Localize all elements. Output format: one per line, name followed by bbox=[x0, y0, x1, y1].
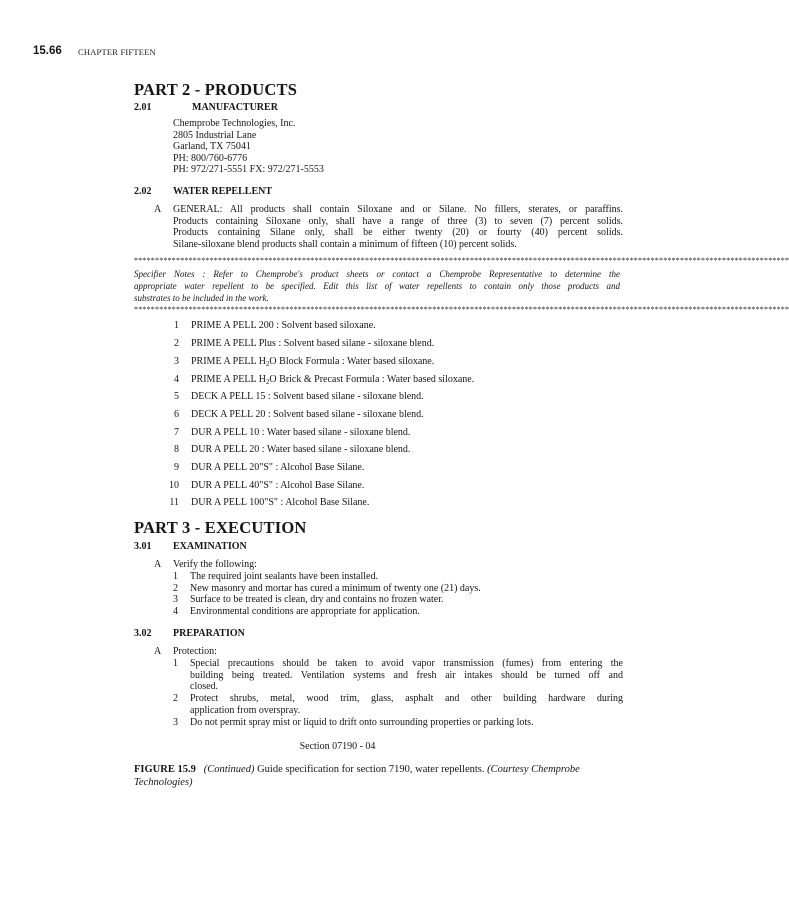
prep-item-number: 1 bbox=[173, 658, 178, 669]
prep-item-3: Do not permit spray mist or liquid to drift onto surrounding properties or parking lots. bbox=[190, 717, 534, 728]
part2-heading: PART 2 - PRODUCTS bbox=[134, 80, 298, 99]
product-name: PRIME A PELL H bbox=[191, 356, 266, 367]
address-line: PH: 800/760-6776 bbox=[173, 152, 248, 164]
product-item bbox=[191, 391, 424, 402]
section-201-number: 2.01 bbox=[134, 102, 152, 113]
product-desc: : Alcohol Base Silane. bbox=[272, 480, 365, 491]
note-line: substrates to be included in the work. bbox=[134, 293, 269, 303]
prep-line: building being treated. Ventilation systems and fresh air intakes should be turned off and bbox=[190, 669, 623, 681]
product-item bbox=[191, 320, 376, 331]
product-number: 7 bbox=[174, 427, 179, 438]
prep-line: application from overspray. bbox=[190, 704, 301, 716]
product-item bbox=[191, 462, 364, 473]
product-desc: : Solvent based silane - siloxane blend. bbox=[275, 338, 435, 349]
list-item bbox=[173, 571, 481, 583]
list-number: 3 bbox=[173, 594, 178, 606]
item-letter-a: A bbox=[154, 204, 162, 215]
product-number: 8 bbox=[174, 444, 179, 455]
general-line: Products containing Siloxane only, shall have a range of three (3) to seven (7) percent solids. bbox=[173, 215, 623, 227]
product-number: 2 bbox=[174, 338, 179, 349]
note-line: appropriate water repellent to be specified. Edit this list of water repellents to contain only those products and bbox=[134, 281, 620, 291]
address-line: 2805 Industrial Lane bbox=[173, 129, 257, 141]
section-202-number: 2.02 bbox=[134, 186, 152, 197]
product-number: 4 bbox=[174, 374, 179, 385]
figure-caption bbox=[134, 763, 624, 789]
specifier-notes bbox=[134, 268, 620, 304]
product-number: 9 bbox=[174, 462, 179, 473]
section-302-number: 3.02 bbox=[134, 628, 152, 639]
list-text: Surface to be treated is clean, dry and contains no frozen water. bbox=[190, 594, 444, 606]
list-text: New masonry and mortar has cured a minimum of twenty one (21) days. bbox=[190, 582, 481, 594]
product-name: PRIME A PELL H bbox=[191, 374, 266, 385]
section-footer: Section 07190 - 04 bbox=[299, 741, 376, 752]
list-item bbox=[173, 594, 481, 606]
product-name: DUR A PELL 10 bbox=[191, 427, 260, 438]
caption-text: Guide specification for section 7190, water repellents. bbox=[254, 764, 488, 775]
preparation-intro: Protection: bbox=[173, 646, 217, 657]
product-name: DUR A PELL 20"S" bbox=[191, 462, 273, 473]
list-number: 2 bbox=[173, 582, 178, 594]
product-name: DECK A PELL 15 bbox=[191, 391, 266, 402]
product-desc: : Alcohol Base Silane. bbox=[277, 497, 370, 508]
general-line: Silane-siloxane blend products shall contain a minimum of fifteen (10) percent solids. bbox=[173, 238, 517, 250]
product-desc: : Water based silane - siloxane blend. bbox=[259, 427, 411, 438]
prep-line: Special precautions should be taken to avoid vapor transmission (fumes) from entering the bbox=[190, 658, 623, 669]
section-201-title: MANUFACTURER bbox=[192, 102, 278, 113]
general-paragraph bbox=[173, 204, 623, 250]
product-number: 11 bbox=[169, 497, 179, 508]
prep-item-2 bbox=[190, 693, 623, 716]
product-name: DUR A PELL 100"S" bbox=[191, 497, 278, 508]
product-item bbox=[191, 497, 369, 508]
examination-intro: Verify the following: bbox=[173, 559, 257, 570]
list-text: The required joint sealants have been installed. bbox=[190, 571, 378, 582]
product-desc: : Water based siloxane. bbox=[339, 356, 435, 367]
list-number: 4 bbox=[173, 605, 178, 617]
product-desc: : Solvent based silane - siloxane blend. bbox=[265, 409, 424, 420]
list-number: 1 bbox=[173, 571, 178, 582]
prep-item-1 bbox=[190, 658, 623, 693]
figure-label: FIGURE 15.9 bbox=[134, 764, 196, 775]
manufacturer-address bbox=[173, 118, 324, 176]
product-number: 1 bbox=[174, 320, 179, 331]
product-number: 3 bbox=[174, 356, 179, 367]
general-line: GENERAL: All products shall contain Siloxane and or Silane. No fillers, sterates, or paraffins. bbox=[173, 204, 623, 215]
product-desc: : Solvent based silane - siloxane blend. bbox=[265, 391, 424, 402]
prep-line: Protect shrubs, metal, wood trim, glass, asphalt and other building hardware during bbox=[190, 693, 623, 704]
list-text: Environmental conditions are appropriate for application. bbox=[190, 605, 420, 617]
asterisk-divider-top: ************************************************************************************************************************************************************ bbox=[134, 256, 789, 265]
product-name: DUR A PELL 20 bbox=[191, 444, 260, 455]
product-item bbox=[191, 338, 434, 349]
product-number: 10 bbox=[169, 480, 179, 491]
product-number: 6 bbox=[174, 409, 179, 420]
product-name-subscript: 2 bbox=[265, 378, 270, 386]
item-letter-a: A bbox=[154, 646, 162, 657]
section-301-number: 3.01 bbox=[134, 541, 152, 552]
section-301-title: EXAMINATION bbox=[173, 541, 247, 552]
product-name: DECK A PELL 20 bbox=[191, 409, 266, 420]
asterisk-divider-bottom: ************************************************************************************************************************************************************ bbox=[134, 305, 789, 314]
product-name: O Brick & Precast Formula bbox=[269, 374, 380, 385]
product-name: O Block Formula bbox=[269, 356, 340, 367]
note-line: Specifier Notes : Refer to Chemprobe's product sheets or contact a Chemprobe Representative to determine the bbox=[134, 269, 620, 279]
page-number: 15.66 bbox=[33, 45, 62, 57]
address-line: Chemprobe Technologies, Inc. bbox=[173, 118, 296, 129]
chapter-title: CHAPTER FIFTEEN bbox=[78, 47, 156, 57]
product-number: 5 bbox=[174, 391, 179, 402]
product-item bbox=[191, 356, 434, 368]
prep-line: closed. bbox=[190, 681, 219, 693]
product-item bbox=[191, 427, 410, 438]
address-line: Garland, TX 75041 bbox=[173, 141, 251, 153]
product-desc: : Water based silane - siloxane blend. bbox=[259, 444, 411, 455]
product-item bbox=[191, 374, 474, 386]
address-line: PH: 972/271-5551 FX: 972/271-5553 bbox=[173, 164, 324, 176]
product-item bbox=[191, 444, 410, 455]
product-desc: : Water based siloxane. bbox=[379, 374, 475, 385]
product-name-subscript: 2 bbox=[265, 360, 270, 368]
prep-item-number: 2 bbox=[173, 693, 178, 704]
product-desc: : Alcohol Base Silane. bbox=[272, 462, 365, 473]
product-desc: : Solvent based siloxane. bbox=[273, 320, 376, 331]
list-item bbox=[173, 583, 481, 595]
section-202-title: WATER REPELLENT bbox=[173, 186, 273, 197]
product-name: DUR A PELL 40"S" bbox=[191, 480, 273, 491]
caption-courtesy: (Courtesy Chemprobe Technologies) bbox=[134, 764, 580, 788]
product-name: PRIME A PELL Plus bbox=[191, 338, 276, 349]
product-name: PRIME A PELL 200 bbox=[191, 320, 274, 331]
item-letter-a: A bbox=[154, 559, 162, 570]
list-item bbox=[173, 606, 481, 618]
product-item bbox=[191, 480, 364, 491]
product-item bbox=[191, 409, 424, 420]
examination-list bbox=[173, 571, 481, 617]
part3-heading: PART 3 - EXECUTION bbox=[134, 518, 307, 537]
prep-item-number: 3 bbox=[173, 717, 178, 728]
general-line: Products containing Silane only, shall be either twenty (20) or fourty (40) percent solids. bbox=[173, 227, 623, 239]
caption-continued: (Continued) bbox=[203, 764, 255, 775]
section-302-title: PREPARATION bbox=[173, 628, 245, 639]
